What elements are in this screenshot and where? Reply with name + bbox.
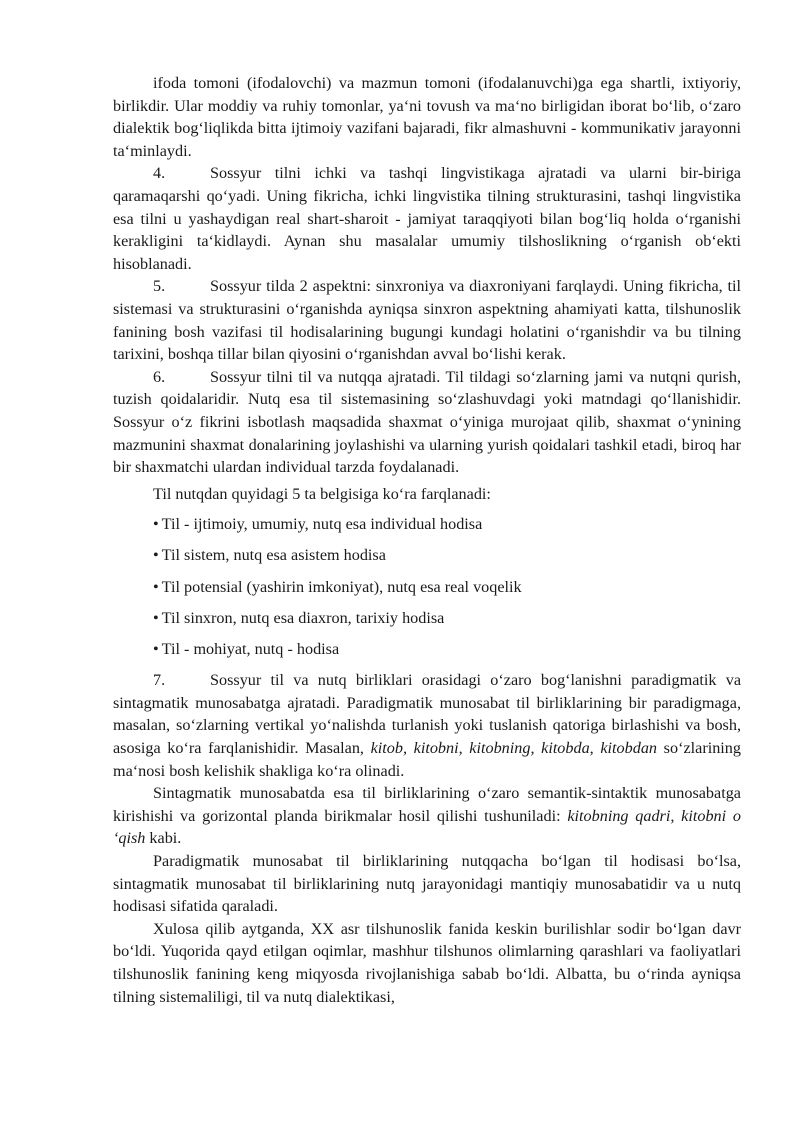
paragraph-text: Sossyur tilda 2 aspektni: sinxroniya va diaxroniyani farqlaydi. Uning fikricha, til sistemasi va strukturasini oʻrganishda ayniqsa sinxron aspektning ahamiyati katta, tilshunoslik fanining bosh vazifasi til hodisalarining bugungi kundagi holatini oʻrganishdir va bu tilning tarixini, boshqa tillar bilan qiyosini oʻrganishdan avval boʻlishi kerak. xyxy=(113,277,741,364)
list-item: • Til - mohiyat, nutq - hodisa xyxy=(153,640,340,659)
paragraph-item-7: 7. Sossyur til va nutq birliklari orasidagi oʻzaro bogʻlanishni paradigmatik va sintagmatik munosabatga ajratadi. Paradigmatik munosabat til birliklarining bir paradigmaga, masalan, soʻzlarning vertikal yoʻnalishda turlanish yoki tuslanish qatoriga birlashishi va bosh, asosiga koʻra farqlanishidir. Masalan, kitob, kitobni, kitobning, kitobda, kitobdan soʻzlarining maʻnosi bosh kelishik shakliga koʻra olinadi. xyxy=(113,671,741,780)
list-item: • Til sistem, nutq esa asistem hodisa xyxy=(153,546,386,565)
list-item: • Til sinxron, nutq esa diaxron, tarixiy hodisa xyxy=(153,608,445,627)
paragraph-syntagmatic: Sintagmatik munosabatda esa til birliklarining oʻzaro semantik-sintaktik munosabatga kirishishi va gorizontal planda birikmalar hosil qilishi tushuniladi: kitobning qadri, kitobni o ‘qish kabi. xyxy=(113,784,742,848)
list-item: • Til potensial (yashirin imkoniyat), nutq esa real voqelik xyxy=(153,577,522,596)
paragraph-text: ifoda tomoni (ifodalovchi) va mazmun tomoni (ifodalanuvchi)ga ega shartli, ixtiyoriy, birlikdir. Ular moddiy va ruhiy tomonlar, yaʻni tovush va maʻno birligidan iborat boʻlib, oʻzaro dialektik bogʻliqlikda bitta ijtimoiy vazifani bajaradi, fikr almashuvni - kommunikativ jarayonni taʻminlaydi. xyxy=(113,74,741,160)
list-item: • Til - ijtimoiy, umumiy, nutq esa individual hodisa xyxy=(153,515,483,534)
bullet-icon: • xyxy=(153,577,159,596)
paragraph-text: Sossyur tilni til va nutqqa ajratadi. Til tildagi soʻzlarning jami va nutqni qurish, tuzish qoidalaridir. Nutq esa til sistemasining soʻzlashuvdagi yoki matndagi qoʻllanishidir. Sossyur oʻz fikrini isbotlash maqsadida shaxmat oʻyiniga murojaat qilib, shaxmat oʻynining mazmunini shaxmat donalarining joylashishi va ularning yurish qoidalari tashkil etadi, biroq har bir shaxmatchi ulardan individual tarzda foydalanadi. xyxy=(113,367,741,477)
list-intro: Til nutqdan quyidagi 5 ta belgisiga koʻra farqlanadi: xyxy=(153,484,491,503)
bullet-list xyxy=(113,513,741,660)
paragraph-paradigmatic: Paradigmatik munosabat til birliklarining nutqqacha boʻlgan til hodisasi boʻlsa, sintagmatik munosabat til birliklarining nutq jarayonidagi mantiqiy munosabatidir va u nutq hodisasi sifatida qaraladi. xyxy=(113,851,741,916)
item-number: 4. xyxy=(153,164,166,183)
item-number: 6. xyxy=(153,367,166,386)
example-phrases: kitobning qadri, kitobni o ‘qish xyxy=(113,806,742,848)
bullet-icon: • xyxy=(153,640,159,659)
paragraph-text: Sossyur tilni ichki va tashqi lingvistikaga ajratadi va ularni bir-biriga qaramaqarshi qoʻyadi. Uning fikricha, ichki lingvistika tilning strukturasini, tashqi lingvistika esa tilni u yashaydigan real shart-sharoit - jamiyat taraqqiyoti bilan bogʻliq holda oʻrganishi kerakligini taʻkidlaydi. Aynan shu masalalar umumiy tilshoslikning oʻrganish obʻekti hisoblanadi. xyxy=(113,164,741,273)
example-words: kitob, kitobni, kitobning, kitobda, kitobdan xyxy=(370,739,658,757)
paragraph-intro xyxy=(113,72,741,162)
paragraph-item-5 xyxy=(113,275,741,365)
paragraph-item-6 xyxy=(113,366,741,479)
bullet-icon: • xyxy=(153,608,159,627)
paragraph-item-4 xyxy=(113,162,741,275)
bullet-icon: • xyxy=(153,546,159,565)
item-number: 5. xyxy=(153,277,166,296)
paragraph-conclusion: Xulosa qilib aytganda, XX asr tilshunoslik fanida keskin burilishlar sodir boʻlgan davr boʻldi. Yuqorida qayd etilgan oqimlar, mashhur tilshunos olimlarning qarashlari va faoliyatlari tilshunoslik fanining keng miqyosda rivojlanishiga sabab boʻldi. Albatta, bu oʻrinda ayniqsa tilning sistemaliligi, til va nutq dialektikasi, xyxy=(113,919,741,1006)
document-page xyxy=(113,72,741,1008)
item-number: 7. xyxy=(153,671,166,690)
bullet-icon: • xyxy=(153,515,159,534)
